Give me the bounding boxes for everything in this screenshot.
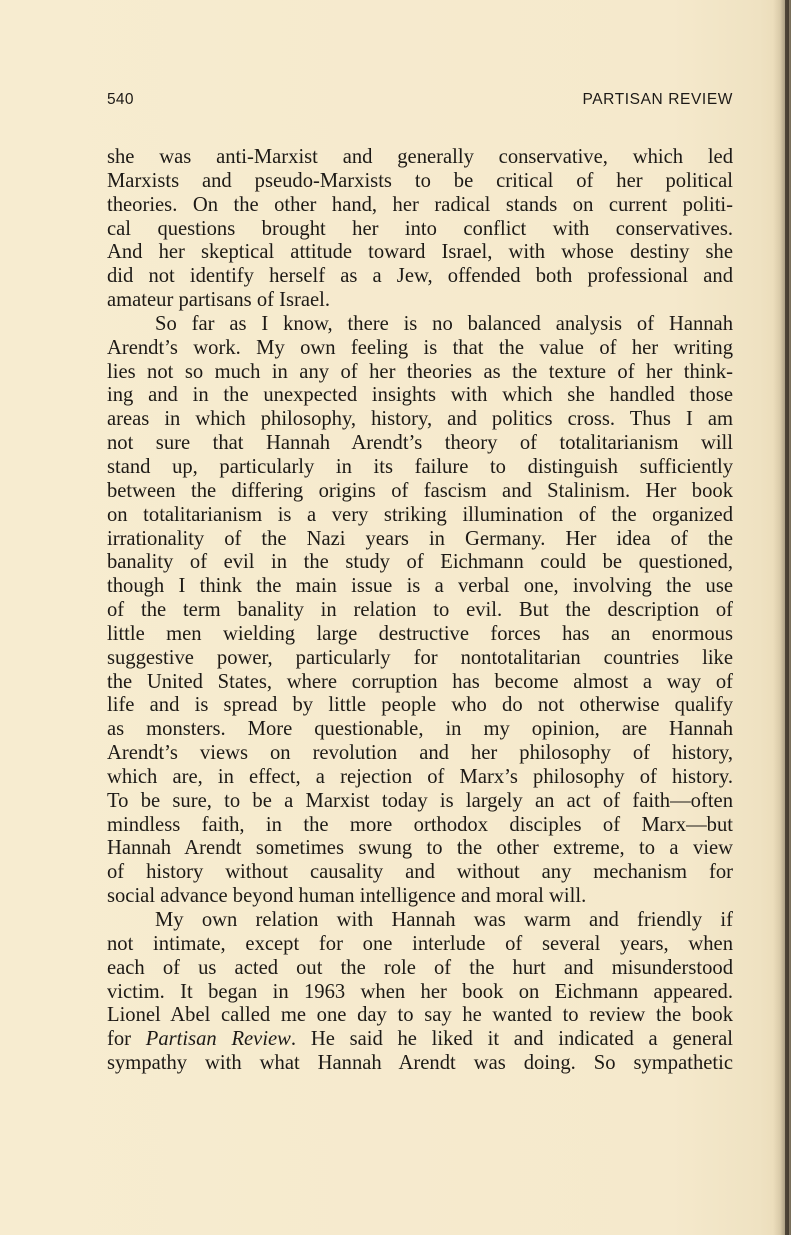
text-line: between the differing origins of fascism and Stalinism. Her book xyxy=(107,479,733,502)
text-line: stand up, particularly in its failure to distinguish sufficiently xyxy=(107,455,733,478)
text-line: Lionel Abel called me one day to say he wanted to review the book xyxy=(107,1004,733,1027)
text-line: did not identify herself as a Jew, offended both professional and xyxy=(107,265,733,288)
text-line: as monsters. More questionable, in my opinion, are Hannah xyxy=(107,718,733,741)
text-line: ing and in the unexpected insights with which she handled those xyxy=(107,384,733,407)
text-line xyxy=(107,1028,733,1052)
journal-title: PARTISAN REVIEW xyxy=(582,91,733,108)
text-line: areas in which philosophy, history, and politics cross. Thus I am xyxy=(107,408,733,431)
text-segment: . He said he liked it and indicated a general xyxy=(290,1028,733,1051)
text-line: not intimate, except for one interlude of several years, when xyxy=(107,932,733,955)
text-line: on totalitarianism is a very striking illumination of the organized xyxy=(107,503,733,526)
text-line: she was anti-Marxist and generally conservative, which led xyxy=(107,146,733,168)
body-text xyxy=(107,146,733,1076)
text-line: sympathy with what Hannah Arendt was doing. So sympathetic xyxy=(107,1052,733,1075)
text-line: not sure that Hannah Arendt’s theory of totalitarianism will xyxy=(107,432,733,455)
text-line: lies not so much in any of her theories as the texture of her think- xyxy=(107,360,733,383)
paragraph-first-line: So far as I know, there is no balanced analysis of Hannah xyxy=(155,312,733,335)
text-line: theories. On the other hand, her radical stands on current politi- xyxy=(107,193,733,216)
text-line: of the term banality in relation to evil. But the description of xyxy=(107,599,733,622)
text-line: Arendt’s work. My own feeling is that the value of her writing xyxy=(107,336,733,359)
text-line: suggestive power, particularly for nontotalitarian countries like xyxy=(107,646,733,669)
text-line: And her skeptical attitude toward Israel, with whose destiny she xyxy=(107,241,733,264)
text-line: the United States, where corruption has become almost a way of xyxy=(107,670,733,693)
text-line: which are, in effect, a rejection of Marx’s philosophy of history. xyxy=(107,765,733,788)
text-line: cal questions brought her into conflict with conservatives. xyxy=(107,217,733,240)
text-line: banality of evil in the study of Eichmann could be questioned, xyxy=(107,551,733,574)
text-line: Arendt’s views on revolution and her philosophy of history, xyxy=(107,742,733,765)
text-line: To be sure, to be a Marxist today is largely an act of faith—often xyxy=(107,789,733,812)
text-line: of history without causality and without any mechanism for xyxy=(107,861,733,884)
paragraph-first-line: My own relation with Hannah was warm and friendly if xyxy=(155,909,733,931)
text-line: little men wielding large destructive forces has an enormous xyxy=(107,622,733,645)
text-line: victim. It began in 1963 when her book on Eichmann appeared. xyxy=(107,980,733,1003)
page-number: 540 xyxy=(107,91,134,108)
text-line: though I think the main issue is a verbal one, involving the use xyxy=(107,575,733,598)
running-head xyxy=(107,91,733,113)
text-segment: for xyxy=(107,1028,146,1051)
text-line: life and is spread by little people who do not otherwise qualify xyxy=(107,694,733,717)
text-line: social advance beyond human intelligence and moral will. xyxy=(107,885,587,908)
text-line: mindless faith, in the more orthodox disciples of Marx—but xyxy=(107,813,733,836)
page-spine-edge xyxy=(785,0,789,1235)
text-line: Marxists and pseudo-Marxists to be critical of her political xyxy=(107,169,733,192)
text-line: amateur partisans of Israel. xyxy=(107,289,331,312)
text-line: Hannah Arendt sometimes swung to the other extreme, to a view xyxy=(107,837,733,860)
text-line: each of us acted out the role of the hurt and misunderstood xyxy=(107,956,733,979)
text-line: irrationality of the Nazi years in Germany. Her idea of the xyxy=(107,527,733,550)
italic-title: Partisan Review xyxy=(145,1028,291,1051)
